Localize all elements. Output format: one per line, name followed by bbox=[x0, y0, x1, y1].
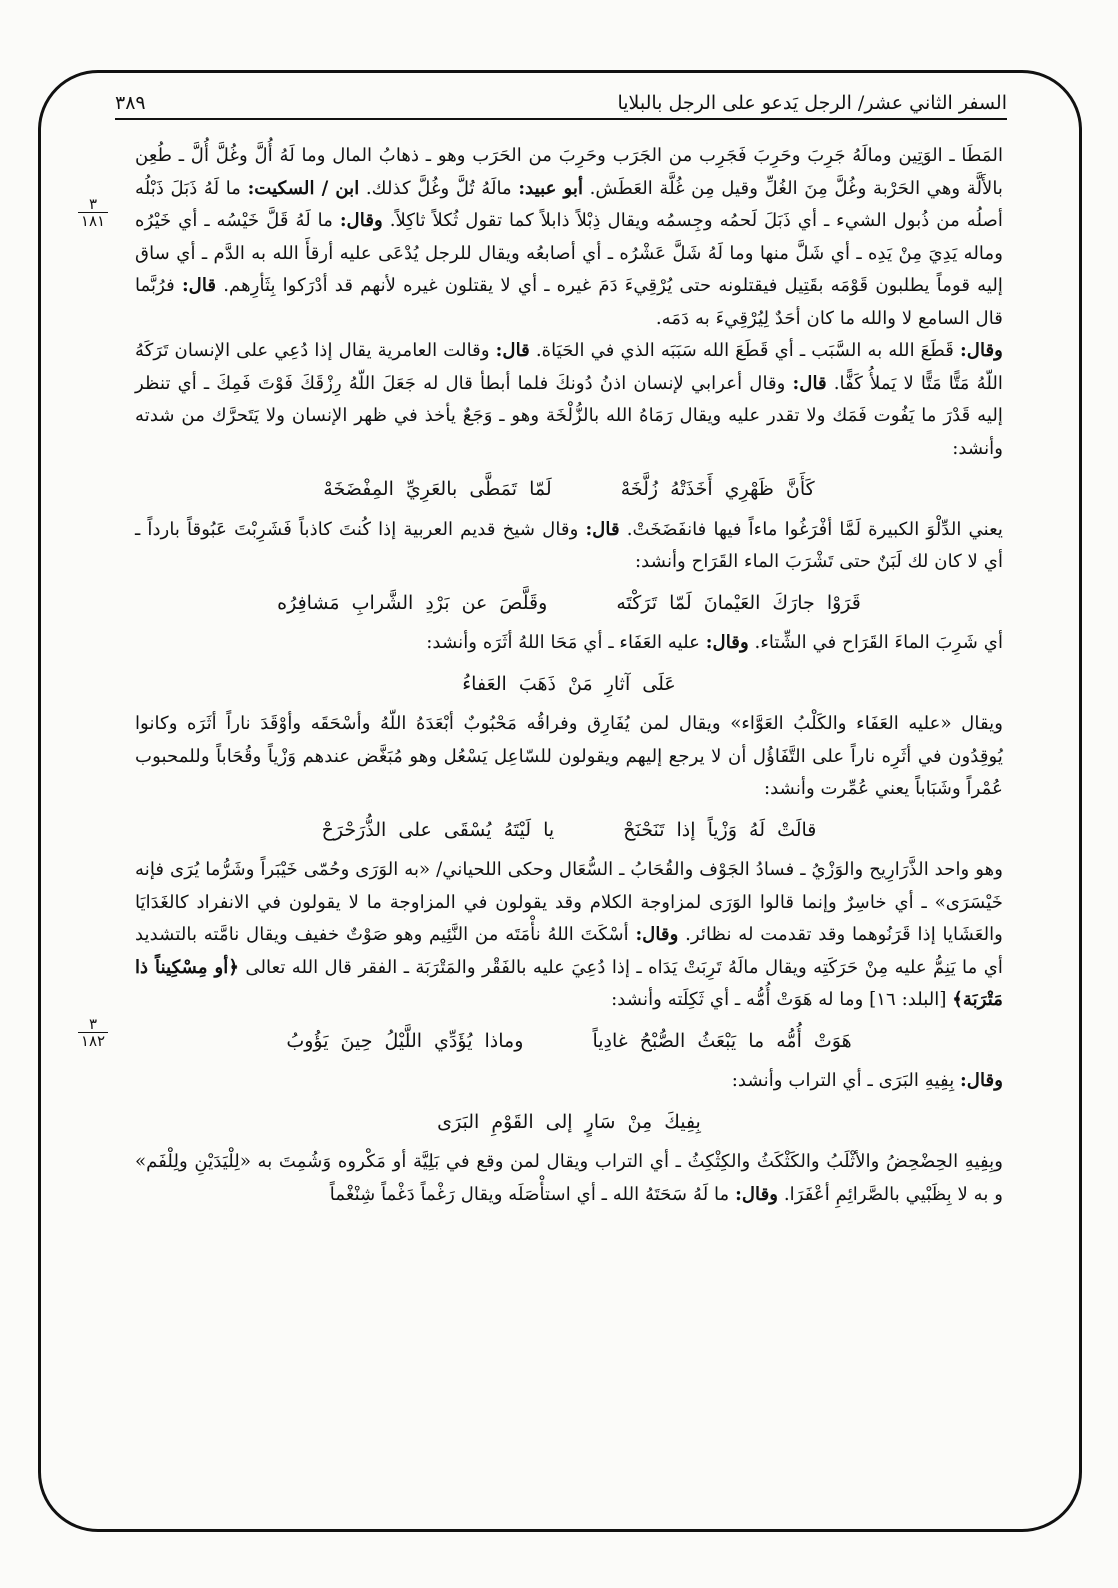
margin-page: ١٨١ bbox=[80, 212, 106, 230]
page-number: ٣٨٩ bbox=[115, 92, 146, 114]
speaker-label: أبو عبيد: bbox=[518, 177, 584, 199]
verse: كَأَنَّ ظَهْرِي أَخَذَتْهُ زُلَّخَهْ لَمّا تَمَطَّى بالعَرِيِّ المِفْضَخَهْ bbox=[323, 478, 815, 500]
paragraph: وقال: قَطَعَ الله به السَّبَب ـ أي قَطَعَ الله سَبَبَه الذي في الحَيَاة. قال: وقالت العامرية يقال إذا دُعِي على الإنسان تَرَكَهُ اللّهُ مَتًّا مَتًّا لا يَملأُ كَفًّا. قال: وقال أعرابي لإنسان اذنُ دُونكَ فلما أبطأ قال له جَعَلَ اللّهُ رِزْقَكَ فَوْتَ فَمِكَ ـ أي تنظر إليه قَدْرَ ما يَفُوت فَمَك ولا تقدر عليه ويقال رَمَاهُ الله بالزُّلْخَة وهو ـ وَجَعٌ يأخذ في ظهر الإنسان ولا يَتَحرَّك من شدته وأنشد: bbox=[135, 340, 1003, 459]
paragraph: وقال: بِفِيهِ البَرَى ـ أي التراب وأنشد: bbox=[731, 1070, 1003, 1091]
speaker-label: قال: bbox=[181, 275, 217, 296]
verse: قالَتْ لَهُ وَزْياً إذا تَنَحْنَحْ يا لَيْتَهُ يُسْقَى على الذُّرَحْرَحْ bbox=[321, 818, 817, 841]
verse: هَوَتْ أُمُّه ما يَبْعَثُ الصُّبْحُ غادِياً وماذا يُؤَدِّي اللَّيْلُ حِينَ يَؤُوبُ bbox=[286, 1029, 852, 1052]
speaker-label: وقال: bbox=[735, 1183, 779, 1205]
paragraph: ويقال «عليه العَفَاء والكَلْبُ العَوَّاء» ويقال لمن يُفَارِق وفراقُه مَحْبُوبٌ أبْعَدَهُ اللّهُ وأسْحَقَه وأوْقَدَ ناراً أثَرَه وكانوا يُوقِدُون في أثَرِه ناراً على التَّفَاؤُل أن لا يرجع إليهم ويقولون للسّاعِل يَسْعُل وهو مُبَغَّض عندهم وَزْياً وقُحَاباً وللمحبوب عُمْراً وشَبَاباً يعني عُمِّرت وأنشد: bbox=[135, 713, 1003, 799]
speaker-label: وقال: bbox=[339, 210, 383, 231]
paragraph: وبِفِيهِ الحِضْحِضُ والأثْلَبُ والكَثْكَثُ والكِثْكِثُ ـ أي التراب ويقال لمن وقع في بَلِيَّة أو مَكْروه وَشُمِتَ به «لِلْيَدَيْنِ ولِلْفَم» و به لا بِظَبْيي بالصَّرائِمِ أعْفَرَا. وقال: ما لَهُ سَحَتَهُ الله ـ أي استأْصَلَه ويقال رَغْماً دَغْماً شِنْغْماً bbox=[135, 1151, 1003, 1205]
header-title: السفر الثاني عشر/ الرجل يَدعو على الرجل بالبلايا bbox=[617, 92, 1007, 114]
quran-quote: ﴿أو مِسْكِيناً ذا مَتْرَبَة﴾ bbox=[135, 956, 1003, 1010]
speaker-label: وقال: bbox=[960, 1070, 1003, 1091]
margin-note-1 bbox=[78, 196, 108, 229]
margin-note-2 bbox=[78, 1016, 108, 1049]
paragraph: وهو واحد الذَّرَارِيح والوَزْيُ ـ فسادُ الجَوْف والقُحَابُ ـ السُّعَال وحكى اللحياني/ «به الوَرَى وحُمّى خَيْبَراً وشَرُّما يُرَى فإنه خَيْسَرَى» ـ أي خاسِرٌ وإنما قالوا الوَرَى لمزاوجة الكلام وقد يقولون في المزاوجة ما لا يقولون في الانفراد كالغَدَايَا والعَشَايا إذا قَرَنُوهما وقد تقدمت له نظائر. وقال: أسْكَتَ اللهُ نأْمَتَه من النَّئِيم وهو صَوْتٌ خفيف ويقال نامَّته بالتشديد أي ما يَنِمُّ عليه مِنْ حَرَكَتِه ويقال مالَهُ تَرِبَتْ يَدَاه ـ إذا دُعِيَ عليه بالفَقْر والمَتْرَبَة ـ الفقر قال الله تعالى ﴿أو مِسْكِيناً ذا مَتْرَبَة﴾ [البلد: ١٦] وما له هَوَتْ أُمُّه ـ أي ثَكِلَته وأنشد: bbox=[135, 859, 1003, 1010]
speaker-label: وقال: bbox=[705, 632, 749, 653]
verse: بِفِيكَ مِنْ سَارٍ إلى القَوْمِ البَرَى bbox=[437, 1110, 701, 1133]
speaker-label: قال: bbox=[495, 340, 530, 361]
main-text bbox=[135, 140, 1003, 1211]
margin-volume: ٣ bbox=[78, 196, 108, 213]
paragraph: يعني الدِّلْوَ الكبيرة لَمَّا أفْرَغُوا ماءاً فيها فانفَضَخَتْ. قال: وقال شيخ قديم العربية إذا كُنتَ كاذباً فَشَرِبْتَ عَبُوقاً بارداً ـ أي لا كان لك لَبَنٌ حتى تَشْرَبَ الماء القَرَاح وأنشد: bbox=[135, 518, 1003, 572]
verse: عَلَى آثارِ مَنْ ذَهَبَ العَفاءُ bbox=[462, 672, 676, 695]
paragraph: المَطَا ـ الوَتِين ومالَهُ جَرِبَ وحَرِبَ فَجَرِب من الجَرَب وحَرِبَ من الحَرَب وهو ـ ذهابُ المال وما لَهُ أُلَّ وغُلَّ أُلَّ ـ طُعِن بالأَلَّة وهي الحَرْبة وغُلَّ مِنَ الغُلِّ وقيل مِن غُلَّة العَطَش. أبو عبيد: مالَهُ تُلَّ وغُلَّ كذلك. ابن / السكيت: ما لَهُ ذَبَلَ ذَبْلُه أصلُه من ذُبول الشيء ـ أي ذَبَلَ لَحمُه وجِسمُه ويقال ذِبْلاً ذابلاً كما تقول ثُكلاً ثاكِلاً. وقال: ما لَهُ قَلَّ خَيْسُه ـ أي خَيْرُه وماله يَدِيَ مِنْ يَدِه ـ أي شَلَّ منها وما لَهُ شَلَّ عَشْرُه ـ أي أصابعُه ويقال للرجل يُدْعَى عليه أرقأَ الله به الدَّم ـ أي ساق إليه قوماً يطلبون قَوْمَه بقَتِيل فيقتلونه حتى يُرْقِيءَ دَمَ غيره ـ أي لا يقتلون غيره لأنهم قد أدْرَكوا بِثَأرِهم. قال: فرُبَّما قال السامع لا والله ما كان أحَدٌ لِيُرْقِيءَ به دَمَه. bbox=[135, 145, 1003, 329]
speaker-label: وقال: bbox=[960, 340, 1003, 361]
speaker-label: وقال: bbox=[635, 924, 679, 945]
paragraph: أي شَرِبَ الماءَ القَرَاح في الشِّتاء. وقال: عليه العَفَاء ـ أي مَحَا اللهُ أثَرَه وأنشد: bbox=[426, 632, 1003, 653]
verse: قَرَوْا جارَكَ العَيْمانَ لَمّا تَرَكْتَه وقَلَّصَ عن بَرْدِ الشَّرابِ مَشافِرُه bbox=[277, 591, 861, 614]
running-header bbox=[115, 88, 1007, 120]
speaker-label: قال: bbox=[585, 518, 620, 540]
margin-page: ١٨٢ bbox=[80, 1032, 106, 1050]
speaker-label: قال: bbox=[792, 372, 827, 394]
speaker-label: ابن / السكيت: bbox=[247, 177, 360, 199]
margin-volume: ٣ bbox=[78, 1016, 108, 1033]
